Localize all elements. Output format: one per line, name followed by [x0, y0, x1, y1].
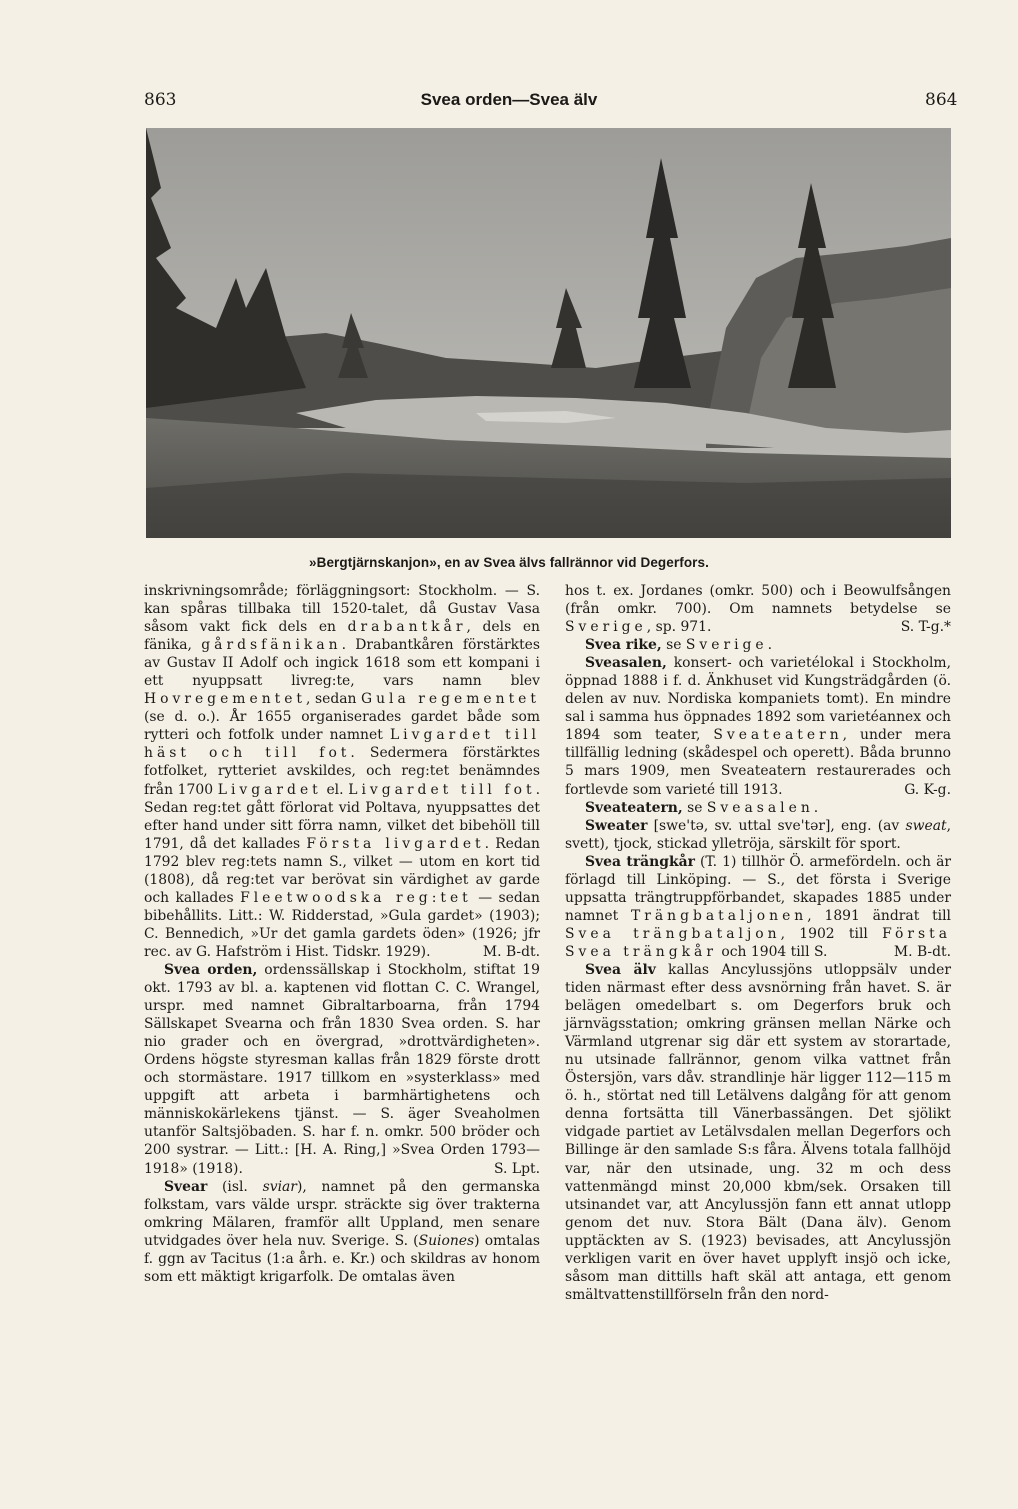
entry-svea-rike: Svea rike, se Sverige.	[585, 637, 773, 654]
signature: S. Lpt.	[494, 1160, 540, 1177]
entry-heading: Sveasalen,	[585, 655, 667, 672]
entry-sveasalen: Sveasalen, konsert- och varietélokal i Stockholm, öppnad 1888 i f. d. Änkhuset vid Kungsträdgården (ö. delen av nuv. Nordiska kompaniets tomt). En mindre sal i samma hus öppnades 1892 som varietéannex och 1894 som teater, Sveateatern, under mera tillfällig ledning (skådespel och operett). Båda brunno 5 mars 1909, men Sveateatern restaurerades och fortlevde som varieté till 1913. G. K-g.	[565, 655, 951, 798]
entry-heading: Svear	[164, 1178, 208, 1195]
entry-svea-livgarde: inskrivningsområde; förläggningsort: Stockholm. — S. kan spåras tillbaka till 1520-talet, då Gustav Vasa såsom vakt fick dels en drabantkår, dels en fänika, gårdsfänikan. Drabantkåren förstärktes av Gustav II Adolf och ingick 1618 som ett kompani i ett nyuppsatt livreg:te, vars namn blev Hovregementet, sedan Gula regementet (se d. o.). År 1655 organiserades gardet både som rytteri och fotfolk under namnet Livgardet till häst och till fot. Sedermera förstärktes fotfolket, rytteriet avskildes, och reg:tet benämndes från 1700 Livgardet el. Livgardet till fot. Sedan reg:tet gått förlorat vid Poltava, nyuppsattes det efter hand under sitt förra namn, vilket det bibehöll till 1791, då det kallades Första livgardet. Redan 1792 blev reg:tets namn S., vilket — utom en kort tid (1808), då reg:tet var berövat sin värdighet av garde och kallades Fleetwoodska reg:tet — sedan bibehållits. Litt.: W. Ridderstad, »Gula gardet» (1903); C. Bennedich, »Ur det gamla gardets öden» (1926; jfr rec. av G. Hafström i Hist. Tidskr. 1929). M. B-dt.	[144, 583, 541, 960]
signature: M. B-dt.	[893, 943, 951, 960]
page-number-right: 864	[925, 90, 958, 110]
entry-heading: Svea älv	[585, 961, 656, 978]
entry-heading: Svea rike,	[585, 637, 662, 654]
entry-svea-alv: Svea älv kallas Ancylussjöns utloppsälv under tiden närmast efter dess avsnörning från havet. S. är belägen omedelbart s. om Degerfors bruk och järnvägsstation; omkring gränsen mellan Närke och Värmland utgrenar sig där ett system av storartade, nu utsinade fallrännor, genom vilka vattnet från Östersjön, vars dåv. strandlinje här ligger 112—115 m ö. h., störtat ned till Letälvens dalgång för att genom denna fortsätta till Vänerbassängen. Det sjölikt vidgade partiet av Letälvsdalen mellan Degerfors och Billinge är den samlade S:s fåra. Älvens totala fallhöjd var, när den utsinade, ung. 32 m och dess vattenmängd minst 20,000 kbm/sek. Orsaken till utsinandet var, att Ancylussjön fann ett annat utlopp genom det nuv. Stora Bält (Dana älv). Genom upptäckten av S. (1923) bevisades, att Ancylussjön verkligen varit en över havet upplyft insjö och icke, såsom man dittills haft skäl att antaga, ett genom smältvattenstillförseln från den nord-	[565, 961, 951, 1303]
signature: G. K-g.	[904, 781, 951, 798]
figure-caption: »Bergtjärnskanjon», en av Svea älvs fallrännor vid Degerfors.	[308, 555, 709, 570]
entry-sweater: Sweater [swe'tə, sv. uttal sve'tər], eng. (av sweat, svett), tjock, stickad ylletröja, särskilt för sport.	[565, 817, 951, 852]
signature: S. T-g.*	[900, 619, 951, 636]
running-title: Svea orden—Svea älv	[420, 90, 598, 109]
entry-heading: Sweater	[585, 817, 648, 834]
entry-heading: Svea orden,	[164, 961, 258, 978]
signature: M. B-dt.	[482, 943, 540, 960]
entry-sveateatern: Sveateatern, se Sveasalen.	[585, 799, 819, 816]
page-number-left: 863	[144, 90, 177, 110]
landscape-photo	[146, 128, 951, 538]
landscape-photo-illustration	[146, 128, 951, 538]
entry-heading: Svea trängkår	[585, 853, 695, 870]
right-column	[565, 582, 951, 1304]
entry-svear-continued: hos t. ex. Jordanes (omkr. 500) och i Beowulfsången (från omkr. 700). Om namnets betydelse se Sverige, sp. 971. S. T-g.*	[565, 583, 951, 636]
entry-svea-orden: Svea orden, ordenssällskap i Stockholm, stiftat 19 okt. 1793 av bl. a. kaptenen vid flottan C. C. Wrangel, urspr. med namnet Gibraltarboarna, från 1794 Sällskapet Svearna och från 1830 Svea orden. S. har nio grader och en övergrad, »drottvärdigheten». Ordens högste styresman kallas från 1829 förste drott och stormästare. 1917 tillkom en »systerklass» med uppgift att arbeta i barmhärtighetens och människokärlekens tjänst. — S. äger Sveaholmen utanför Saltsjöbaden. S. har f. n. omkr. 500 bröder och 200 systrar. — Litt.: [H. A. Ring,] »Svea Orden 1793—1918» (1918). S. Lpt.	[144, 961, 540, 1177]
entry-svear: Svear (isl. sviar), namnet på den germanska folkstam, vars välde urspr. sträckte sig över trakterna omkring Mälaren, framför allt Uppland, men senare utvidgades över hela nuv. Sverige. S. (Suiones) omtalas f. ggn av Tacitus (1:a årh. e. Kr.) och skildras av honom som ett mäktigt krigarfolk. De omtalas även	[144, 1178, 541, 1285]
entry-svea-trangkar: Svea trängkår (T. 1) tillhör Ö. armefördeln. och är förlagd till Linköping. — S., det första i Sverige uppsatta trängtruppförbandet, skapades 1885 under namnet Trängbataljonen, 1891 ändrat till Svea trängbataljon, 1902 till Första Svea trängkår och 1904 till S. M. B-dt.	[565, 853, 952, 960]
left-column	[144, 582, 540, 1286]
entry-heading: Sveateatern,	[585, 799, 683, 816]
